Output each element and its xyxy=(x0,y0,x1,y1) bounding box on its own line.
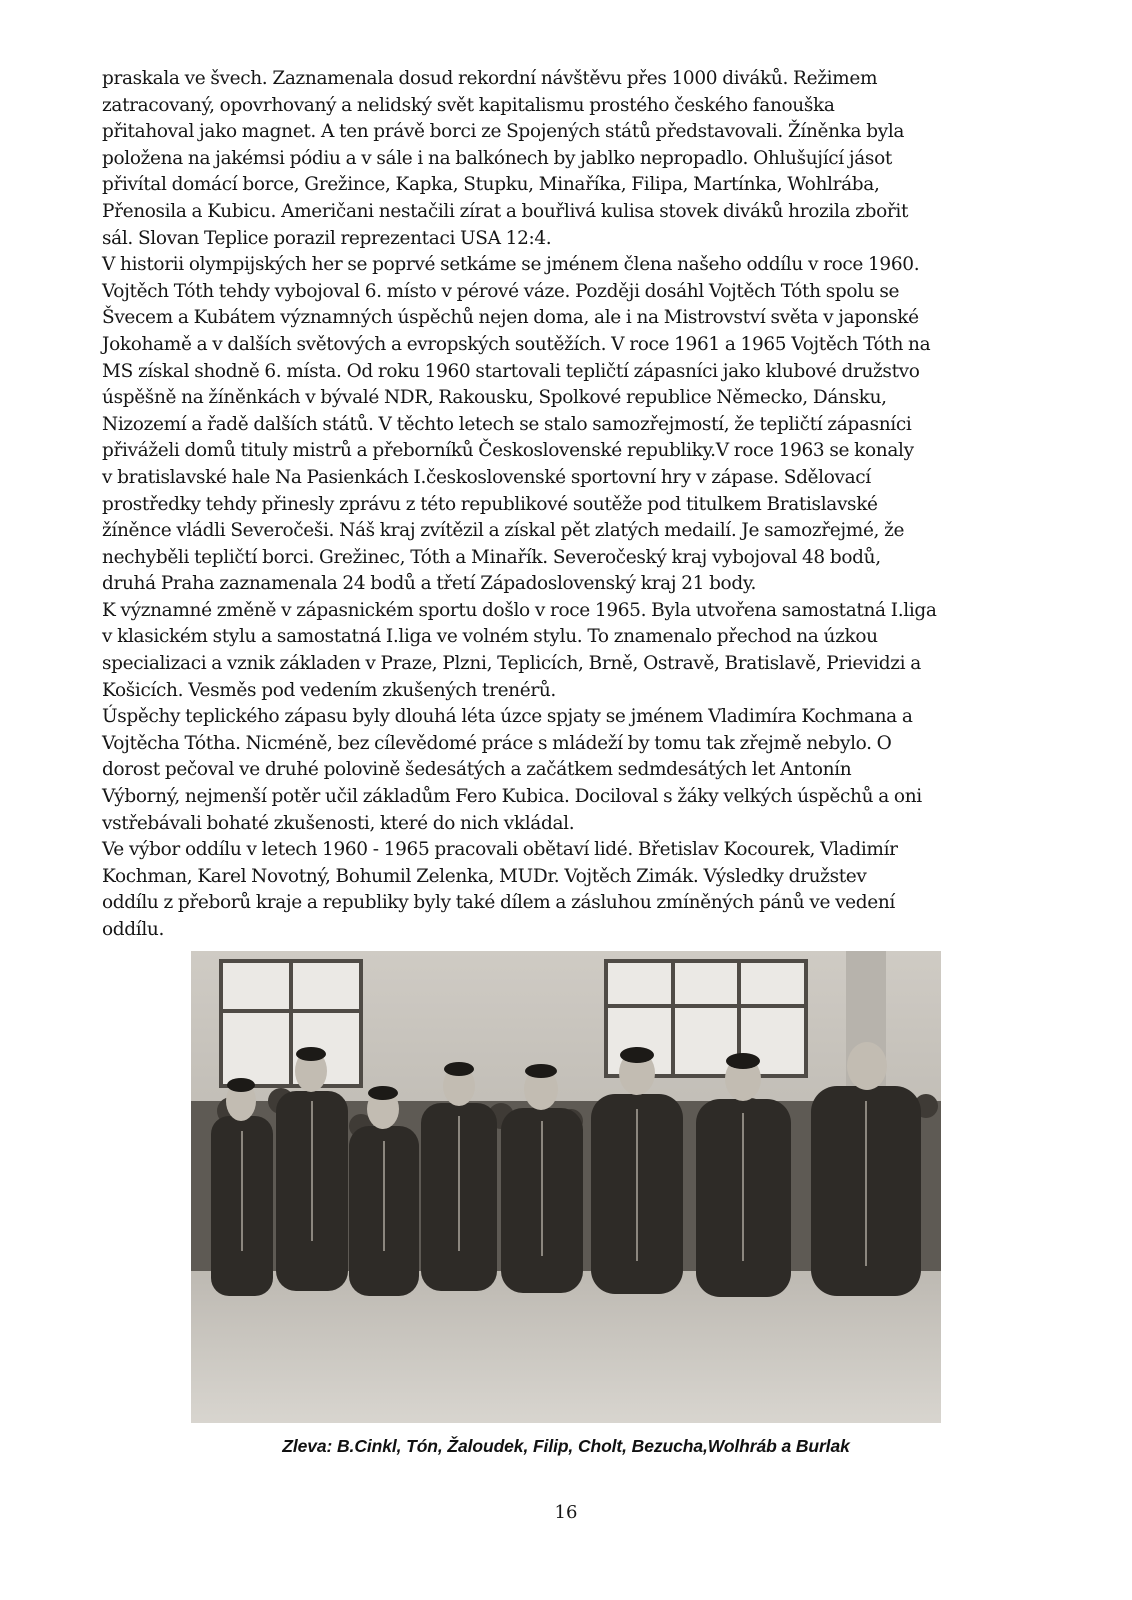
text-line: oddílu z přeborů kraje a republiky byly také dílem a zásluhou zmíněných pánů ve vedení xyxy=(102,892,895,914)
text-line: přitahoval jako magnet. A ten právě borci ze Spojených států představovali. Žíněnka byla xyxy=(102,121,905,143)
text-line: Košicích. Vesměs pod vedením zkušených trenérů. xyxy=(102,679,556,701)
text-line: položena na jakémsi pódiu a v sále i na balkónech by jablko nepropadlo. Ohlušující jásot xyxy=(102,147,892,169)
text-line: Kochman, Karel Novotný, Bohumil Zelenka, MUDr. Vojtěch Zimák. Výsledky družstev xyxy=(102,865,867,887)
text-line: Švecem a Kubátem významných úspěchů nejen doma, ale i na Mistrovství světa v japonské xyxy=(102,307,919,329)
text-line: v bratislavské hale Na Pasienkách I.československé sportovní hry v zápase. Sdělovací xyxy=(102,466,871,488)
text-line: praskala ve švech. Zaznamenala dosud rekordní návštěvu přes 1000 diváků. Režimem xyxy=(102,68,878,89)
body-text xyxy=(102,66,1012,944)
text-line: oddílu. xyxy=(102,919,165,940)
text-line: Vojtěch Tóth tehdy vybojoval 6. místo v pérové váze. Později dosáhl Vojtěch Tóth spolu se xyxy=(102,280,900,302)
text-line: dorost pečoval ve druhé polovině šedesátých a začátkem sedmdesátých let Antonín xyxy=(102,759,852,781)
text-line: úspěšně na žíněnkách v bývalé NDR, Rakousku, Spolkové republice Německo, Dánsku, xyxy=(102,387,887,409)
text-line: Nizozemí a řadě dalších států. V těchto letech se stalo samozřejmostí, že tepličtí zápasníci xyxy=(102,413,912,435)
left-window xyxy=(221,961,361,1086)
text-line: sál. Slovan Teplice porazil reprezentaci USA 12:4. xyxy=(102,227,552,249)
page-number: 16 xyxy=(554,1502,578,1523)
text-line: přivítal domácí borce, Grežince, Kapka, Stupku, Minaříka, Filipa, Martínka, Wohlrába, xyxy=(102,174,880,196)
text-line: druhá Praha zaznamenala 24 bodů a třetí Západoslovenský kraj 21 body. xyxy=(102,573,757,595)
text-line: Vojtěcha Tótha. Nicméně, bez cílevědomé práce s mládeží by tomu tak zřejmě nebylo. O xyxy=(102,732,892,754)
text-line: MS získal shodně 6. místa. Od roku 1960 startovali tepličtí zápasníci jako klubové družstvo xyxy=(102,360,920,382)
text-line: Ve výbor oddílu v letech 1960 - 1965 pracovali obětaví lidé. Břetislav Kocourek, Vladimír xyxy=(102,839,898,861)
text-line: žíněnce vládli Severočeši. Náš kraj zvítězil a získal pět zlatých medailí. Je samozřejmé, že xyxy=(102,520,905,542)
text-line: specializaci a vznik základen v Praze, Plzni, Teplicích, Brně, Ostravě, Bratislavě, Prievidzi a xyxy=(102,653,921,675)
text-line: V historii olympijských her se poprvé setkáme se jménem člena našeho oddílu v roce 1960. xyxy=(102,254,920,276)
team-photo xyxy=(191,951,941,1423)
team-photo-illustration xyxy=(191,951,941,1423)
photo-caption: Zleva: B.Cinkl, Tón, Žaloudek, Filip, Cholt, Bezucha,Wolhráb a Burlak xyxy=(282,1436,850,1456)
text-line: v klasickém stylu a samostatná I.liga ve volném stylu. To znamenalo přechod na úzkou xyxy=(102,626,878,648)
text-line: prostředky tehdy přinesly zprávu z této republikové soutěže pod titulkem Bratislavské xyxy=(102,493,878,515)
text-line: vstřebávali bohaté zkušenosti, které do nich vkládal. xyxy=(102,812,575,834)
text-line: zatracovaný, opovrhovaný a nelidský svět kapitalismu prostého českého fanouška xyxy=(102,94,835,116)
text-line: Přenosila a Kubicu. Američani nestačili zírat a bouřlivá kulisa stovek diváků hrozila zbořit xyxy=(102,200,909,222)
text-line: Jokohamě a v dalších světových a evropských soutěžích. V roce 1961 a 1965 Vojtěch Tóth na xyxy=(102,333,931,355)
text-line: Výborný, nejmenší potěr učil základům Fero Kubica. Dociloval s žáky velkých úspěchů a oni xyxy=(102,786,922,808)
text-line: K významné změně v zápasnickém sportu došlo v roce 1965. Byla utvořena samostatná I.liga xyxy=(102,599,937,621)
text-line: Úspěchy teplického zápasu byly dlouhá léta úzce spjaty se jménem Vladimíra Kochmana a xyxy=(102,706,913,728)
text-line: přiváželi domů tituly mistrů a přeborníků Československé republiky.V roce 1963 se konaly xyxy=(102,440,914,462)
text-line: nechyběli tepličtí borci. Grežinec, Tóth a Minařík. Severočeský kraj vybojoval 48 bodů, xyxy=(102,546,881,568)
